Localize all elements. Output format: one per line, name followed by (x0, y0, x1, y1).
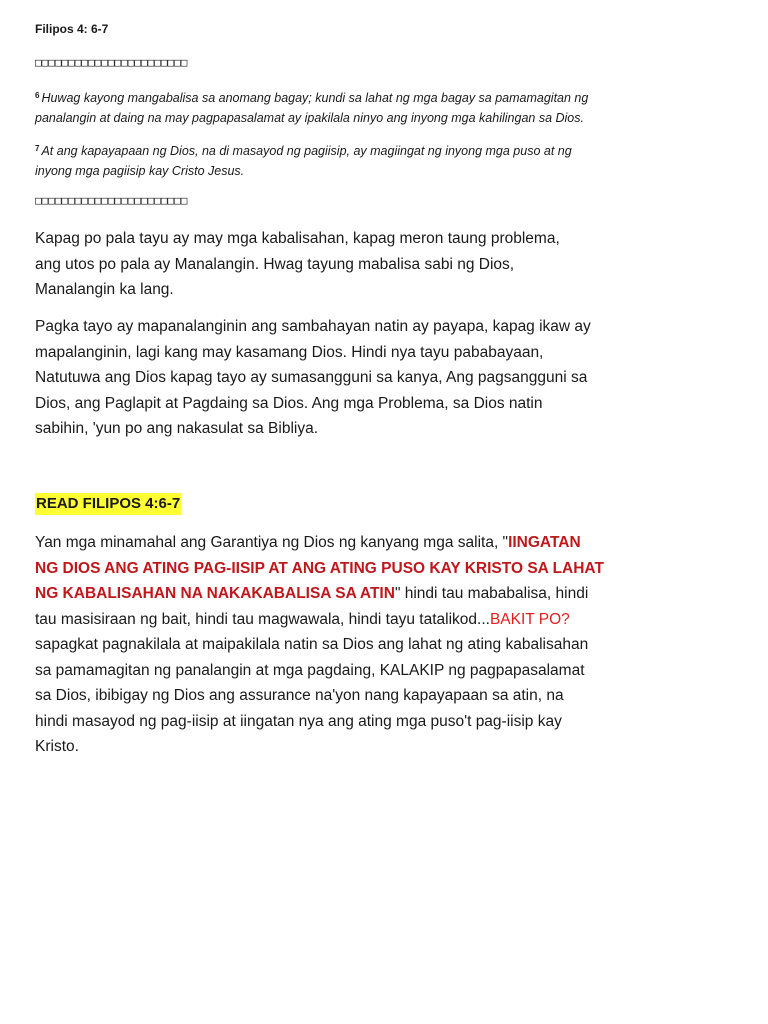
paragraph-3 (35, 530, 615, 760)
paragraph-line: mapalanginin, lagi kang may kasamang Dios. Hindi nya tayu pababayaan, (35, 343, 544, 361)
verse-text-line: panalangin at daing na may pagpapasalamat ay ipakilala ninyo ang inyong mga kahilingan sa Dios. (35, 111, 584, 125)
paragraph-text: Kristo. (35, 738, 79, 755)
separator-top: □□□□□□□□□□□□□□□□□□□□□□□ (35, 56, 188, 69)
paragraph-text: sa pamamagitan ng panalangin at mga pagdaing, KALAKIP ng pagpapasalamat (35, 661, 585, 679)
paragraph-line: Natutuwa ang Dios kapag tayo ay sumasangguni sa kanya, Ang pagsangguni sa (35, 369, 588, 386)
verse-text-line: Huwag kayong mangabalisa sa anomang bagay; kundi sa lahat ng mga bagay sa pamamagitan ng (41, 91, 589, 105)
paragraph-line: ang utos po pala ay Manalangin. Hwag tayung mabalisa sabi ng Dios, (35, 255, 515, 273)
emphasis-text: NG DIOS ANG ATING PAG-IISIP AT ANG ATING PUSO KAY KRISTO SA LAHAT (35, 559, 604, 577)
read-filipos-highlight: READ FILIPOS 4:6-7 (35, 493, 181, 515)
separator-bottom: □□□□□□□□□□□□□□□□□□□□□□□ (35, 194, 188, 207)
paragraph-text: tau masisiraan ng bait, hindi tau magwawala, hindi tayu tatalikod... (35, 610, 490, 628)
paragraph-line: Dios, ang Paglapit at Pagdaing sa Dios. Ang mga Problema, sa Dios natin (35, 394, 543, 412)
verse-6 (35, 86, 615, 128)
paragraph-line: sabihin, 'yun po ang nakasulat sa Bibliya. (35, 420, 319, 437)
bakit-po-text: BAKIT PO? (489, 610, 570, 628)
passage-heading: Filipos 4: 6-7 (35, 22, 109, 36)
paragraph-line: Manalangin ka lang. (35, 281, 174, 298)
verse-text-line: inyong mga pagiisip kay Cristo Jesus. (35, 164, 245, 178)
verse-7 (35, 139, 615, 181)
paragraph-text: Yan mga minamahal ang Garantiya ng Dios ng kanyang mga salita, " (35, 534, 509, 551)
emphasis-text: IINGATAN (508, 534, 581, 551)
paragraph-text: " hindi tau mababalisa, hindi (394, 585, 589, 602)
emphasis-text: NG KABALISAHAN NA NAKAKABALISA SA ATIN (35, 585, 395, 602)
paragraph-1 (35, 226, 615, 303)
paragraph-line: Pagka tayo ay mapanalanginin ang sambahayan natin ay payapa, kapag ikaw ay (35, 318, 591, 335)
paragraph-line: Kapag po pala tayu ay may mga kabalisahan, kapag meron taung problema, (35, 230, 560, 247)
verse-text-line: At ang kapayapaan ng Dios, na di masayod ng pagiisip, ay magiingat ng inyong mga puso at ng (41, 144, 572, 158)
paragraph-text: sapagkat pagnakilala at maipakilala natin sa Dios ang lahat ng ating kabalisahan (35, 636, 589, 653)
paragraph-text: hindi masayod ng pag-iisip at iingatan nya ang ating mga puso't pag-iisip kay (35, 712, 562, 730)
verse-number: 7 (35, 144, 40, 153)
paragraph-2 (35, 314, 615, 442)
verse-number: 6 (35, 91, 40, 100)
paragraph-text: sa Dios, ibibigay ng Dios ang assurance na'yon nang kapayapaan sa atin, na (35, 687, 564, 704)
